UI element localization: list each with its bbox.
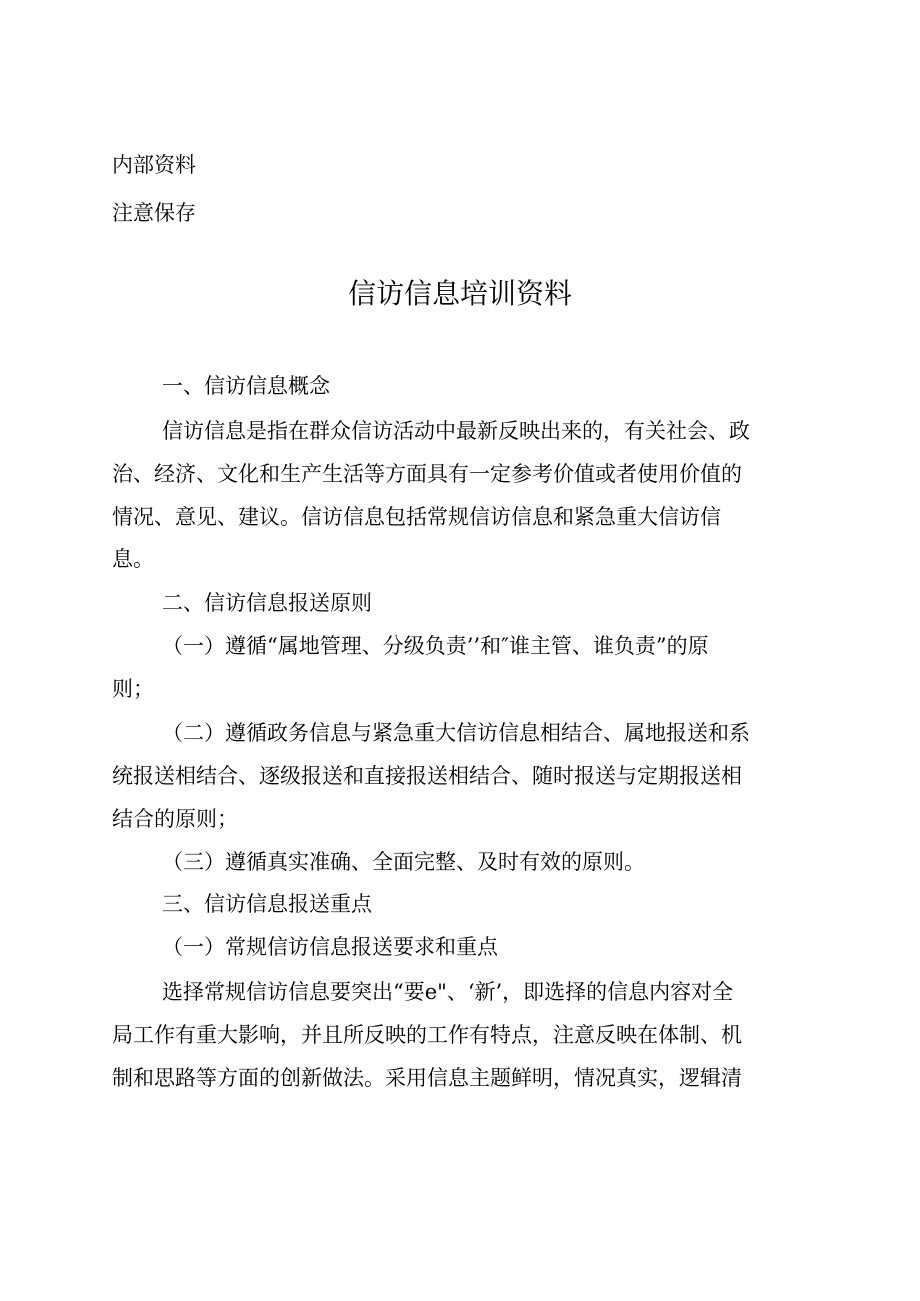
body-line: 情况、意见、建议。信访信息包括常规信访信息和紧急重大信访信 — [112, 505, 721, 529]
body-line: （二）遵循政务信息与紧急重大信访信息相结合、属地报送和系 — [162, 721, 750, 745]
body-line: 统报送相结合、逐级报送和直接报送相结合、随时报送与定期报送相 — [112, 764, 742, 788]
body-line: 信访信息是指在群众信访活动中最新反映出来的，有关社会、政 — [162, 419, 750, 443]
body-line: 息。 — [112, 547, 154, 571]
body-line: 则； — [112, 677, 154, 701]
section-heading-3: 三、信访信息报送重点 — [162, 892, 372, 916]
section-heading-2: 二、信访信息报送原则 — [162, 591, 372, 615]
storage-note: 注意保存 — [112, 201, 196, 225]
document-title: 信访信息培训资料 — [347, 277, 572, 310]
classification-label: 内部资料 — [112, 153, 196, 177]
body-line: （三）遵循真实准确、全面完整、及时有效的原则。 — [162, 850, 645, 874]
body-line: 制和思路等方面的创新做法。采用信息主题鲜明，情况真实，逻辑清 — [112, 1066, 742, 1090]
body-line: 治、经济、文化和生产生活等方面具有一定参考价值或者使用价值的 — [112, 462, 742, 486]
subsection-heading: （一）常规信访信息报送要求和重点 — [162, 935, 498, 959]
section-heading-1: 一、信访信息概念 — [162, 374, 330, 398]
body-line: 局工作有重大影响，并且所反映的工作有特点，注意反映在体制、机 — [112, 1023, 742, 1047]
body-line: 结合的原则； — [112, 807, 238, 831]
body-line: （一）遵循“属地管理、分级负责’’和″谁主管、谁负责”的原 — [162, 634, 709, 658]
body-line: 选择常规信访信息要突出“要e"、‘新’，即选择的信息内容对全 — [162, 980, 734, 1004]
